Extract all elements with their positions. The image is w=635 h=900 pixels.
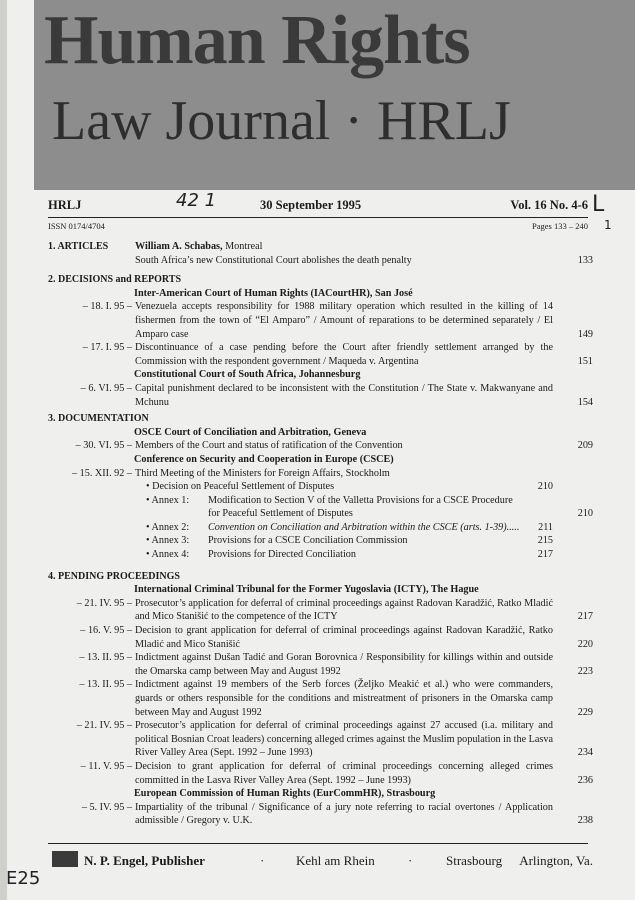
section-heading-decisions: 2. DECISIONS and REPORTS — [48, 274, 182, 286]
subentry-text: Provisions for a CSCE Conciliation Commission — [208, 535, 408, 547]
toc-entry — [48, 801, 593, 828]
masthead-title: Human Rights — [44, 2, 470, 79]
page-number: 154 — [577, 396, 593, 408]
toc-subentry-cont — [48, 507, 593, 521]
toc-entry — [48, 624, 593, 651]
subentry-text: Convention on Conciliation and Arbitration within the CSCE (arts. 1-39)..... — [208, 521, 520, 533]
table-of-contents — [48, 240, 593, 828]
entry-text: Decision to grant application for deferral of criminal proceedings concerning alleged crimes committed in the Lasva River Valley Area (Sept. 1992 – June 1993) — [135, 760, 553, 786]
subentry-text: • Decision on Peaceful Settlement of Disputes — [146, 481, 335, 493]
court-heading: Conference on Security and Cooperation in Europe (CSCE) — [134, 453, 394, 465]
entry-text: Prosecutor’s application for deferral of criminal proceedings against Radovan Karadžić, Ratko Mladić and Mico Stanišić to the competence of the ICTY — [135, 597, 553, 623]
footer-separator: · — [408, 853, 413, 868]
entry-text: Third Meeting of the Ministers for Foreign Affairs, Stockholm — [135, 467, 390, 479]
page-number: 234 — [577, 747, 593, 759]
toc-entry — [48, 300, 593, 341]
page-number: 217 — [537, 549, 553, 561]
section-heading-pending: 4. PENDING PROCEEDINGS — [48, 570, 180, 582]
entry-date: – 17. I. 95 – — [82, 342, 132, 354]
entry-text: Indictment against Dušan Tadić and Goran Borovnica / Responsibility for killings within and outside the Omarska camp between May and August 1992 — [135, 652, 553, 677]
publisher-footer — [48, 853, 593, 873]
court-heading: OSCE Court of Conciliation and Arbitration, Geneva — [134, 426, 367, 438]
page-range: Pages 133 – 240 — [532, 221, 588, 231]
subentry-label: • Annex 4: — [146, 549, 190, 561]
page-number: 236 — [577, 774, 593, 786]
masthead-subtitle: Law Journal · HRLJ — [52, 90, 511, 152]
entry-text: Impartiality of the tribunal / Significance of a jury note referring to racial overtones / Application admissible / Gregory v. U.K. — [135, 801, 553, 827]
footer-rule — [48, 843, 588, 844]
header-rule — [48, 217, 588, 218]
entry-text: Members of the Court and status of ratification of the Convention — [135, 440, 403, 452]
toc-subentry — [48, 534, 553, 548]
entry-date: – 21. IV. 95 – — [76, 597, 132, 609]
entry-text: Indictment against 19 members of the Serb forces (Željko Meakić et al.) who were commanders, guards or others responsible for the conditions and mistreatment of prisoners in the Omarska camp between May and August 1992 — [135, 679, 553, 718]
entry-date: – 11. V. 95 – — [80, 760, 132, 772]
page-number: 211 — [538, 521, 553, 533]
court-heading: International Criminal Tribunal for the Former Yugoslavia (ICTY), The Hague — [134, 584, 479, 596]
court-heading: Constitutional Court of South Africa, Johannesburg — [134, 369, 361, 381]
toc-entry — [48, 341, 593, 368]
toc-subentry — [48, 548, 553, 562]
toc-subentry — [48, 494, 553, 508]
page-number: 238 — [577, 815, 593, 827]
subentry-text: for Peaceful Settlement of Disputes — [208, 508, 353, 520]
toc-entry — [48, 439, 593, 453]
handwritten-code: E25 — [6, 868, 41, 889]
corner-handwritten-mark-2: 1 — [604, 218, 612, 232]
entry-date: – 13. II. 95 – — [79, 679, 132, 691]
entry-date: – 6. VI. 95 – — [80, 382, 132, 394]
page-number: 210 — [537, 481, 553, 493]
entry-date: – 21. IV. 95 – — [76, 720, 132, 732]
article-location: Montreal — [222, 241, 263, 252]
page-number: 217 — [577, 611, 593, 623]
entry-date: – 5. IV. 95 – — [81, 801, 132, 813]
footer-city: Arlington, Va. — [519, 853, 593, 868]
subentry-label: • Annex 1: — [146, 494, 190, 506]
page-number: 220 — [577, 638, 593, 650]
toc-entry — [48, 240, 593, 267]
handwritten-note: 42 1 — [176, 190, 217, 211]
entry-text: Venezuela accepts responsibility for 1988 military operation which resulted in the killing of 14 fishermen from the town of “El Amparo” / Amount of reparations to be determined separately / El Amparo case — [135, 301, 553, 340]
section-heading-documentation: 3. DOCUMENTATION — [48, 413, 149, 425]
scan-edge — [0, 0, 7, 900]
page-number: 151 — [577, 355, 593, 367]
entry-date: – 18. I. 95 – — [82, 301, 132, 313]
article-author: William A. Schabas, — [135, 241, 223, 252]
article-title: South Africa’s new Constitutional Court abolishes the death penalty — [135, 254, 412, 266]
page-number: 210 — [577, 508, 593, 520]
entry-text: Discontinuance of a case pending before the Court after friendly settlement arranged by the Commission with the respondent government / Maqueda v. Argentina — [135, 342, 553, 367]
page-number: 209 — [577, 440, 593, 452]
toc-subentry — [48, 521, 553, 535]
entry-date: – 16. V. 95 – — [80, 625, 132, 637]
publisher-name: N. P. Engel, Publisher — [84, 853, 205, 868]
toc-entry — [48, 467, 593, 481]
toc-entry — [48, 760, 593, 787]
page-number: 149 — [577, 328, 593, 340]
toc-entry — [48, 651, 593, 678]
journal-abbr: HRLJ — [48, 198, 82, 212]
page-number: 215 — [537, 535, 553, 547]
court-heading: European Commission of Human Rights (EurCommHR), Strasbourg — [134, 788, 436, 800]
subentry-label: • Annex 2: — [146, 521, 190, 533]
toc-entry — [48, 678, 593, 719]
page-number: 229 — [577, 706, 593, 718]
court-heading: Inter-American Court of Human Rights (IACourtHR), San José — [134, 287, 413, 299]
entry-text: Capital punishment declared to be inconsistent with the Constitution / The State v. Makwanyane and Mchunu — [135, 382, 553, 408]
subentry-label: • Annex 3: — [146, 535, 190, 547]
corner-handwritten-mark: L — [592, 192, 605, 217]
subentry-text: Provisions for Directed Conciliation — [208, 549, 356, 561]
volume-number: Vol. 16 No. 4-6 — [510, 198, 588, 212]
issue-date: 30 September 1995 — [260, 198, 362, 212]
toc-entry — [48, 719, 593, 760]
section-heading-articles: 1. ARTICLES — [48, 241, 109, 252]
toc-entry — [48, 382, 593, 409]
page-number: 223 — [577, 665, 593, 677]
entry-date: – 13. II. 95 – — [79, 652, 132, 664]
entry-date: – 30. VI. 95 – — [75, 440, 132, 452]
entry-text: Prosecutor’s application for deferral of criminal proceedings against 27 accused (i.a. military and political Bosnian Croat leaders) concerning alleged crimes against the Muslim population in the Lasva River Valley Area (Sept. 1992 – June 1993) — [135, 720, 553, 759]
issn: ISSN 0174/4704 — [48, 221, 105, 231]
footer-separator: · — [260, 853, 265, 868]
toc-subentry — [48, 480, 553, 494]
issue-info-bar — [48, 190, 588, 216]
page-number: 133 — [577, 254, 593, 266]
entry-text: Decision to grant application for deferral of criminal proceedings against Radovan Karadžić, Ratko Mladić and Mico Stanišić — [135, 625, 553, 650]
entry-date: – 15. XII. 92 – — [72, 467, 132, 479]
subentry-text: Modification to Section V of the Valletta Provisions for a CSCE Procedure — [208, 494, 513, 506]
toc-entry — [48, 597, 593, 624]
footer-city: Kehl am Rhein — [296, 853, 375, 868]
footer-city: Strasbourg — [446, 853, 503, 868]
